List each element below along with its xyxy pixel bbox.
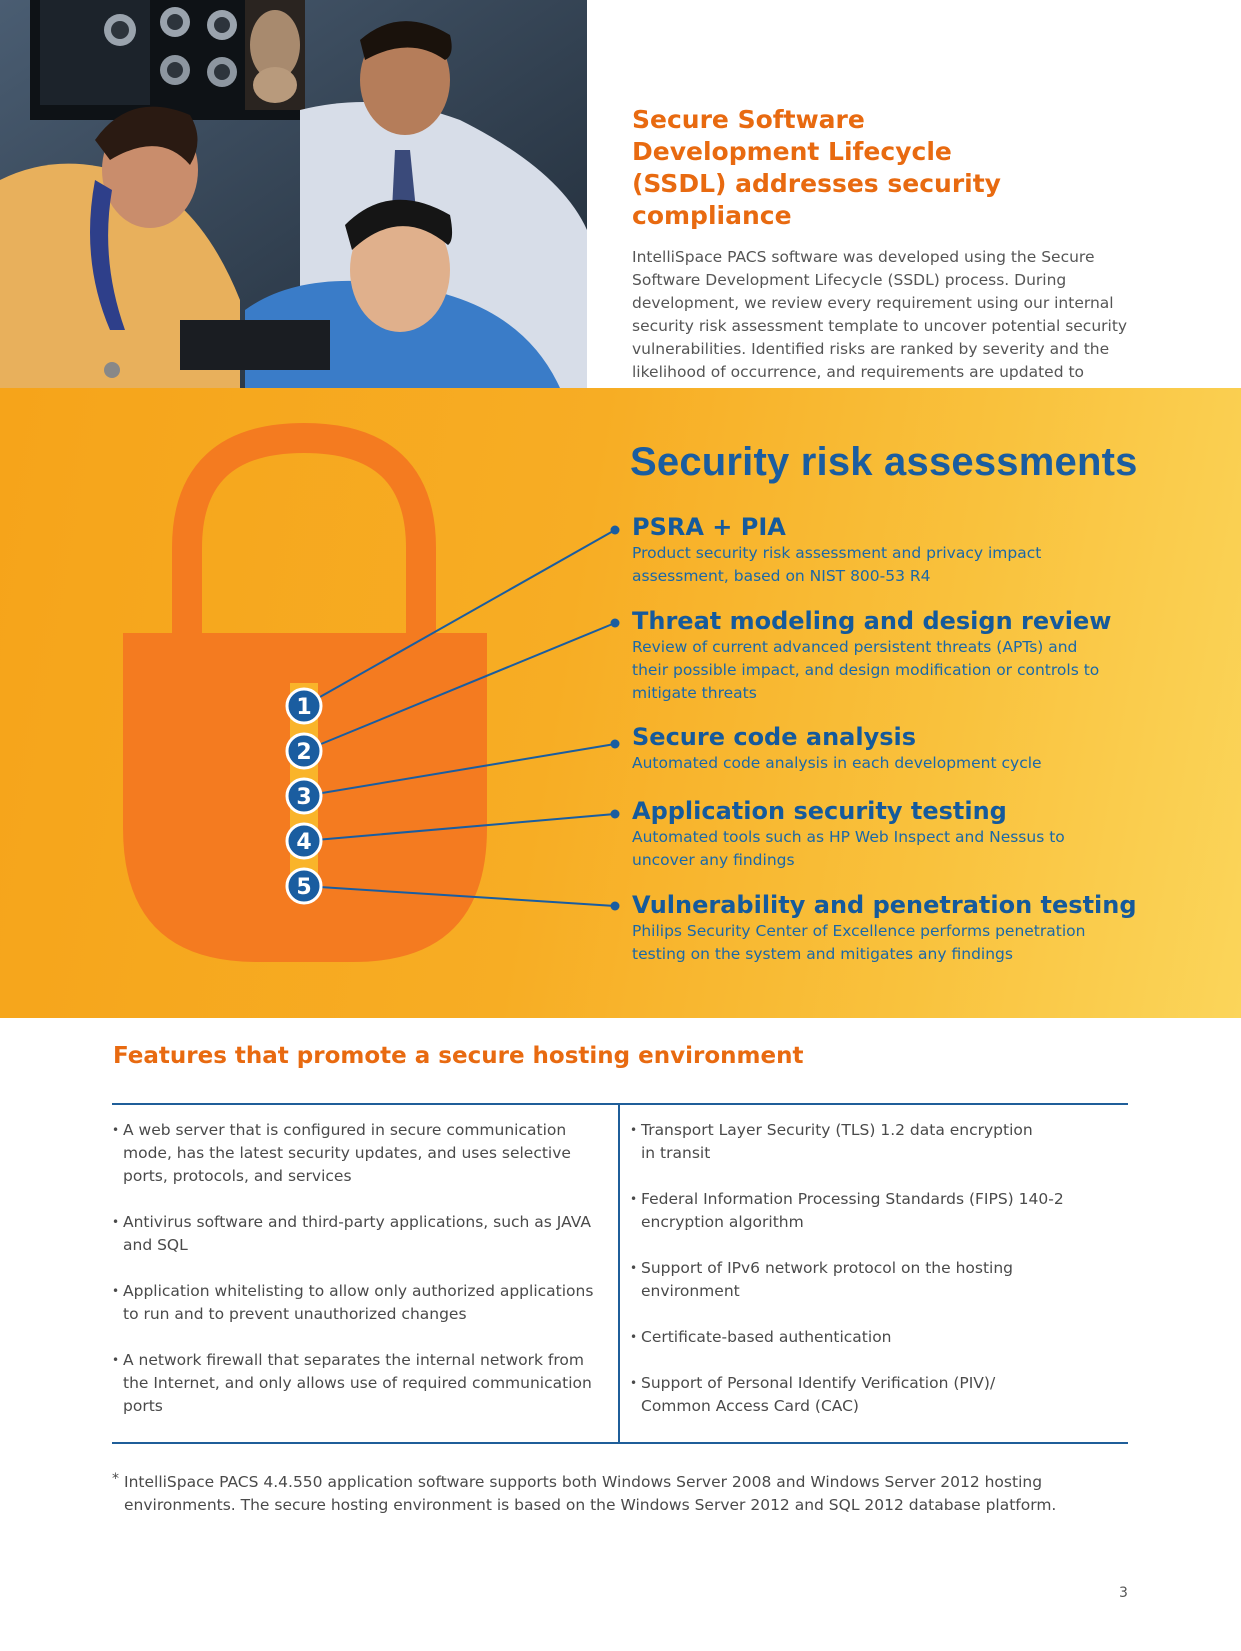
risk-item-desc: Product security risk assessment and privacy impact assessment, based on NIST 800-53 R4	[632, 544, 1042, 585]
team-photo	[0, 0, 587, 388]
features-left-list	[112, 1119, 602, 1441]
features-right-list	[630, 1119, 1120, 1441]
ssdl-body: IntelliSpace PACS software was developed using the Secure Software Development Lifecycle (SSDL) process. During development, we review every requirement using our internal security risk assessment template to uncover potential security vulnerabilities. Identified risks are ranked by severity and the likelihood of occurrence, and requirements are updated to	[632, 248, 1128, 381]
risk-item-psra	[632, 512, 1192, 588]
risk-item-desc: Automated code analysis in each development cycle	[632, 754, 1042, 772]
step-badge-5	[287, 869, 321, 903]
feature-item: • Support of Personal Identify Verification (PIV)/ Common Access Card (CAC)	[630, 1372, 1030, 1418]
svg-text:5: 5	[296, 875, 312, 900]
step-badge-2	[287, 734, 321, 768]
risk-item-app-testing	[632, 796, 1192, 872]
column-divider	[618, 1105, 620, 1442]
risk-item-pen-testing	[632, 890, 1192, 966]
feature-item: • Transport Layer Security (TLS) 1.2 data encryption in transit	[630, 1119, 1050, 1165]
risk-item-title: PSRA + PIA	[632, 513, 786, 541]
feature-item: • Federal Information Processing Standards (FIPS) 140-2 encryption algorithm	[630, 1188, 1100, 1234]
feature-item: • Application whitelisting to allow only authorized applications to run and to prevent unauthorized changes	[112, 1280, 602, 1326]
feature-item: • Support of IPv6 network protocol on the hosting environment	[630, 1257, 1050, 1303]
risk-item-threat-modeling	[632, 606, 1192, 705]
feature-item: • Certificate-based authentication	[630, 1326, 1120, 1349]
risk-item-desc: Philips Security Center of Excellence performs penetration testing on the system and mitigates any findings	[632, 922, 1086, 963]
risk-item-desc: Automated tools such as HP Web Inspect and Nessus to uncover any findings	[632, 828, 1065, 869]
feature-item: • A web server that is configured in secure communication mode, has the latest security updates, and uses selective ports, protocols, and services	[112, 1119, 602, 1188]
ssdl-heading: Secure Software Development Lifecycle (SSDL) addresses security compliance	[632, 105, 1001, 230]
page-number: 3	[1119, 1585, 1128, 1601]
svg-text:4: 4	[296, 830, 312, 855]
risk-assessment-band	[0, 388, 1241, 1018]
risk-item-title: Secure code analysis	[632, 723, 917, 751]
svg-text:1: 1	[296, 695, 312, 720]
step-badge-1	[287, 689, 321, 723]
risk-item-desc: Review of current advanced persistent threats (APTs) and their possible impact, and design modification or controls to mitigate threats	[632, 638, 1100, 702]
ssdl-section	[632, 104, 1172, 407]
risk-item-title: Threat modeling and design review	[632, 607, 1112, 635]
features-heading: Features that promote a secure hosting environment	[113, 1043, 804, 1069]
footnote-text: IntelliSpace PACS 4.4.550 application software supports both Windows Server 2008 and Windows Server 2012 hosting environments. The secure hosting environment is based on the Windows Server 2012 and SQL 2012 database platform.	[124, 1473, 1057, 1514]
footnote-marker: *	[112, 1471, 119, 1487]
feature-item: • Antivirus software and third-party applications, such as JAVA and SQL	[112, 1211, 602, 1257]
risk-assessment-heading: Security risk assessments	[630, 440, 1138, 484]
footnote	[112, 1471, 1132, 1517]
risk-item-title: Application security testing	[632, 797, 1007, 825]
svg-text:3: 3	[296, 785, 312, 810]
feature-item: • A network firewall that separates the internal network from the Internet, and only allows use of required communication ports	[112, 1349, 602, 1418]
features-table	[112, 1103, 1128, 1444]
step-badge-4	[287, 824, 321, 858]
risk-item-title: Vulnerability and penetration testing	[632, 891, 1137, 919]
risk-item-code-analysis	[632, 722, 1192, 775]
svg-text:2: 2	[296, 740, 312, 765]
step-badge-3	[287, 779, 321, 813]
